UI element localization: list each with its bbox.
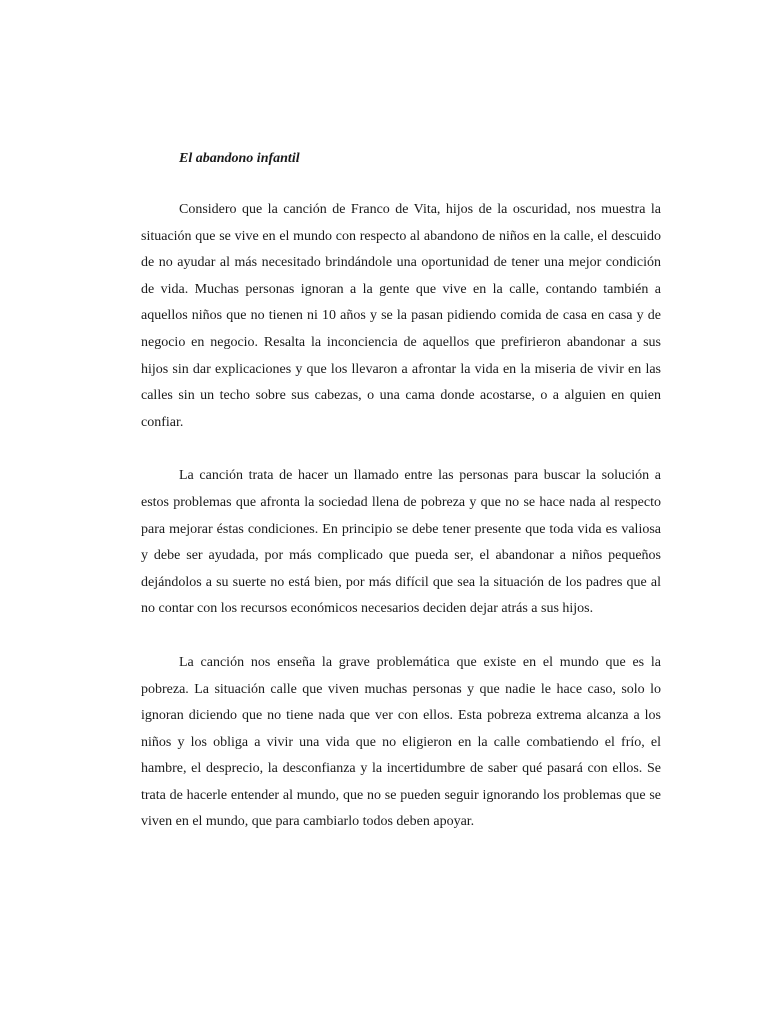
paragraph-3: La canción nos enseña la grave problemática que existe en el mundo que es la pobreza. La situación calle que viven muchas personas y que nadie le hace caso, solo lo ignoran diciendo que no tiene nada que ver con ellos. Esta pobreza extrema alcanza a los niños y los obliga a vivir una vida que no eligieron en la calle combatiendo el frío, el hambre, el desprecio, la desconfianza y la incertidumbre de saber qué pasará con ellos. Se trata de hacerle entender al mundo, que no se pueden seguir ignorando los problemas que se viven en el mundo, que para cambiarlo todos deben apoyar. bbox=[141, 654, 661, 830]
spacer bbox=[141, 623, 661, 650]
spacer bbox=[141, 172, 661, 197]
document-body bbox=[141, 146, 661, 836]
spacer bbox=[141, 436, 661, 463]
paragraph-2: La canción trata de hacer un llamado entre las personas para buscar la solución a estos problemas que afronta la sociedad llena de pobreza y que no se hace nada al respecto para mejorar éstas condiciones. En principio se debe tener presente que toda vida es valiosa y debe ser ayudada, por más complicado que pueda ser, el abandonar a niños pequeños dejándolos a su suerte no está bien, por más difícil que sea la situación de los padres que al no contar con los recursos económicos necesarios deciden dejar atrás a sus hijos. bbox=[141, 468, 661, 617]
paragraph-1: Considero que la canción de Franco de Vita, hijos de la oscuridad, nos muestra la situación que se vive en el mundo con respecto al abandono de niños en la calle, el descuido de no ayudar al más necesitado brindándole una oportunidad de tener una mejor condición de vida. Muchas personas ignoran a la gente que vive en la calle, contando también a aquellos niños que no tienen ni 10 años y se la pasan pidiendo comida de casa en casa y de negocio en negocio. Resalta la inconciencia de aquellos que prefirieron abandonar a sus hijos sin dar explicaciones y que los llevaron a afrontar la vida en la miseria de vivir en las calles sin un techo sobre sus cabezas, o una cama donde acostarse, o a alguien en quien confiar. bbox=[141, 202, 661, 430]
document-title: El abandono infantil bbox=[179, 151, 300, 166]
